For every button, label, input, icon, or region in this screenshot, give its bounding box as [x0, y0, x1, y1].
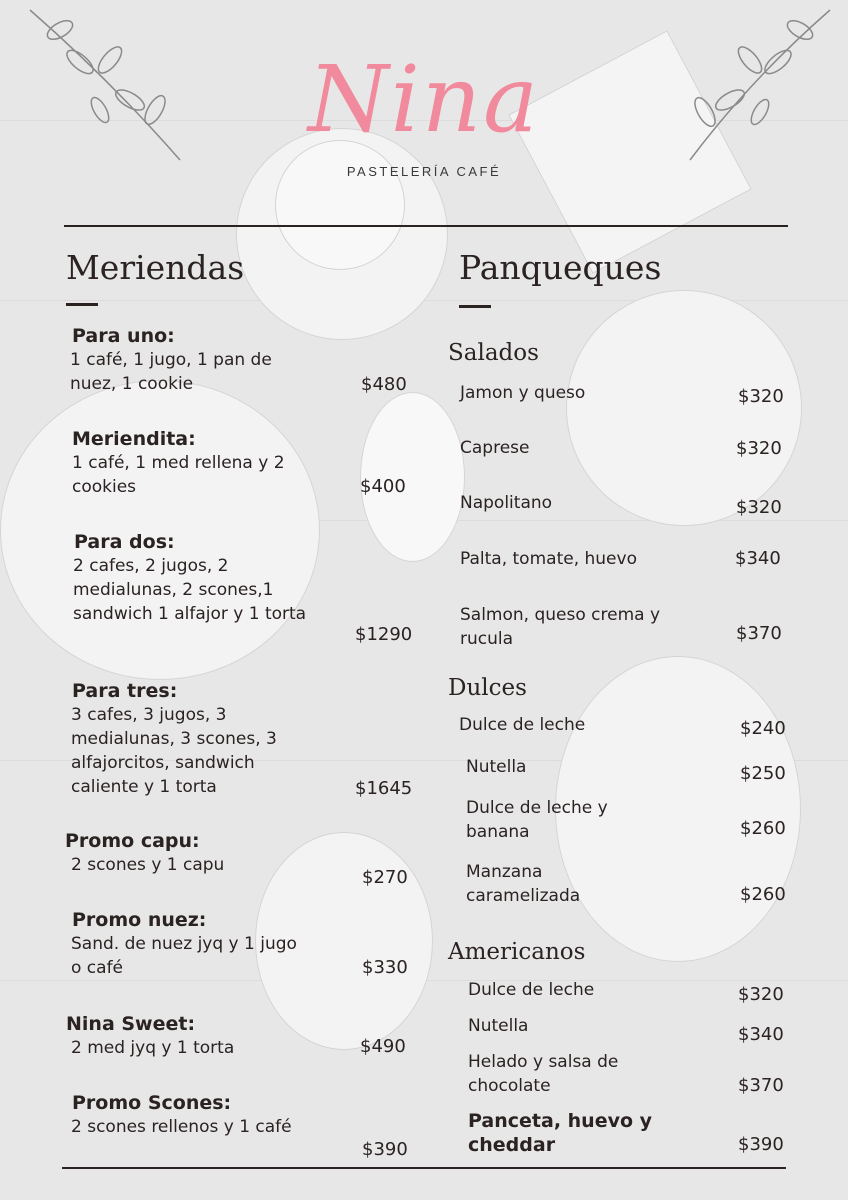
item-price: $370	[736, 623, 782, 644]
item-name: Dulce de leche y banana	[466, 798, 608, 842]
item-price: $320	[738, 386, 784, 407]
item-name: Dulce de leche	[459, 715, 586, 735]
item-name: Nutella	[468, 1016, 529, 1036]
item-description: Sand. de nuez jyq y 1 jugo o café	[71, 934, 297, 978]
item-name: Promo capu:	[65, 830, 200, 852]
subsection-title-salados: Salados	[448, 340, 539, 366]
brand-title: Nina	[307, 46, 541, 153]
item-description: 2 scones y 1 capu	[71, 855, 225, 875]
latte-plate-image	[566, 290, 802, 526]
item-name: Para uno:	[72, 325, 175, 347]
item-price: $240	[740, 718, 786, 739]
footer-divider	[62, 1167, 786, 1169]
item-description: 1 café, 1 med rellena y 2 cookies	[72, 453, 285, 497]
item-price: $250	[740, 763, 786, 784]
item-price: $320	[736, 497, 782, 518]
coffee-cup-image	[275, 140, 405, 270]
subsection-title-americanos: Americanos	[448, 939, 586, 965]
header-divider	[64, 225, 788, 227]
item-price: $320	[738, 984, 784, 1005]
item-price: $390	[738, 1134, 784, 1155]
item-name: Panceta, huevo y cheddar	[468, 1110, 653, 1156]
item-name: Manzana caramelizada	[466, 862, 581, 906]
subsection-title-dulces: Dulces	[448, 675, 527, 701]
item-description: 2 med jyq y 1 torta	[71, 1038, 235, 1058]
item-description: 1 café, 1 jugo, 1 pan de nuez, 1 cookie	[70, 350, 272, 394]
section-underline	[66, 303, 98, 306]
item-price: $270	[362, 867, 408, 888]
item-price: $340	[735, 548, 781, 569]
item-price: $330	[362, 957, 408, 978]
section-underline	[459, 305, 491, 308]
item-name: Nina Sweet:	[66, 1013, 196, 1035]
item-name: Jamon y queso	[460, 383, 586, 403]
item-name: Palta, tomate, huevo	[460, 549, 637, 569]
item-name: Para dos:	[74, 531, 175, 553]
item-price: $320	[736, 438, 782, 459]
item-price: $260	[740, 884, 786, 905]
item-price: $390	[362, 1139, 408, 1160]
item-name: Promo Scones:	[72, 1092, 232, 1114]
item-name: Meriendita:	[72, 428, 196, 450]
item-price: $1290	[355, 624, 413, 645]
item-name: Para tres:	[72, 680, 178, 702]
section-title-meriendas: Meriendas	[66, 248, 245, 287]
item-name: Promo nuez:	[72, 909, 207, 931]
item-name: Helado y salsa de chocolate	[468, 1052, 619, 1096]
brand-tagline: PASTELERÍA CAFÉ	[346, 164, 502, 179]
item-description: 3 cafes, 3 jugos, 3 medialunas, 3 scones, 3 alfajorcitos, sandwich caliente y 1 torta	[71, 705, 277, 797]
item-price: $400	[360, 476, 406, 497]
item-name: Caprese	[460, 438, 530, 458]
item-price: $260	[740, 818, 786, 839]
item-name: Napolitano	[460, 493, 553, 513]
item-name: Nutella	[466, 757, 527, 777]
item-price: $1645	[355, 778, 413, 799]
item-price: $490	[360, 1036, 406, 1057]
item-price: $370	[738, 1075, 784, 1096]
section-title-panqueques: Panqueques	[459, 248, 662, 287]
item-name: Salmon, queso crema y rucula	[460, 605, 661, 649]
item-name: Dulce de leche	[468, 980, 595, 1000]
item-price: $340	[738, 1024, 784, 1045]
item-price: $480	[361, 374, 407, 395]
item-description: 2 scones rellenos y 1 café	[71, 1117, 292, 1137]
item-description: 2 cafes, 2 jugos, 2 medialunas, 2 scones,1 sandwich 1 alfajor y 1 torta	[73, 556, 307, 624]
